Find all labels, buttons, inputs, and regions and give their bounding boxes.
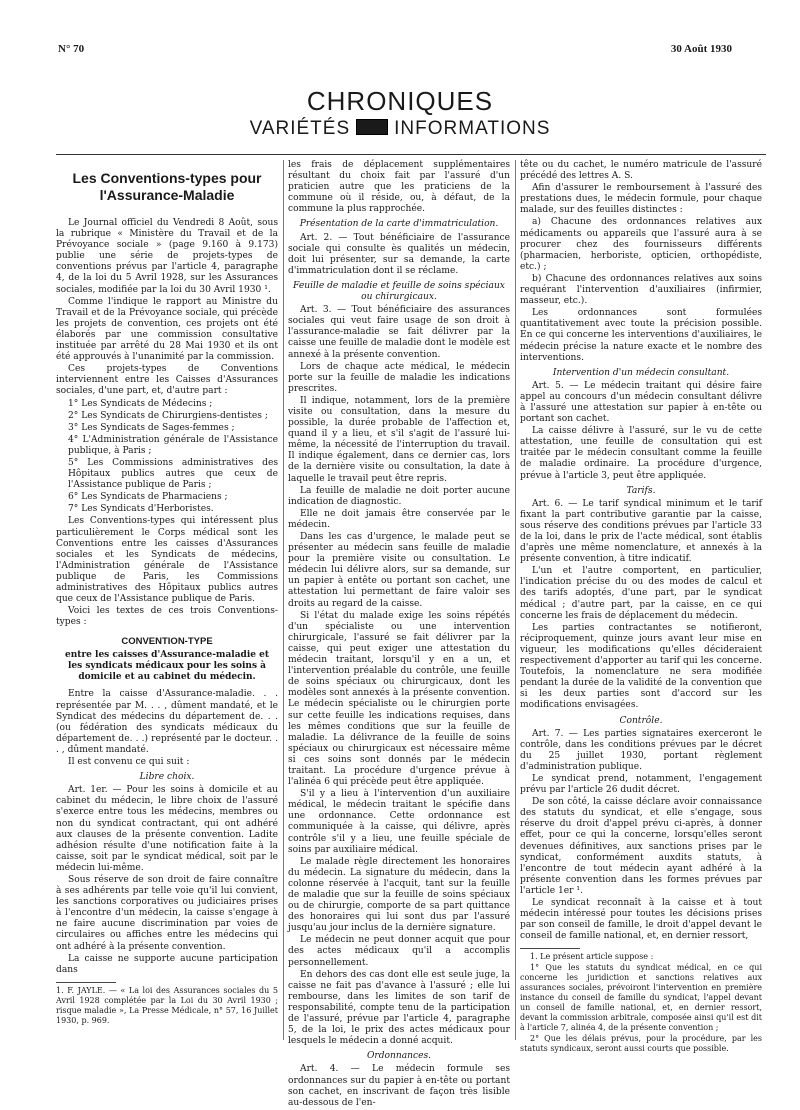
section-heading: Feuille de maladie et feuille de soins spéciaux ou chirurgicaux. bbox=[293, 280, 505, 303]
footnote-line: 1. Le présent article suppose : bbox=[530, 952, 654, 962]
paragraph: Le syndicat prend, notamment, l'engagement prévu par l'article 26 dudit décret. bbox=[520, 773, 762, 796]
list-item: 7° Les Syndicats d'Herboristes. bbox=[68, 504, 214, 515]
masthead-right: INFORMATIONS bbox=[394, 118, 551, 139]
paragraph: La caisse ne supporte aucune participation dans bbox=[56, 953, 278, 975]
paragraph: Ces projets-types de Conventions interviennent entre les Caisses d'Assurances sociales, d'une part, et, d'autre part : bbox=[56, 364, 278, 397]
masthead-subtitle bbox=[0, 118, 800, 140]
paragraph: Art. 4. — Le médecin formule ses ordonnances sur du papier à en-tête ou portant son cachet, en inscrivant de façon très lisible au-dessous de l'en- bbox=[288, 1064, 510, 1108]
footnote-rule bbox=[520, 948, 580, 949]
paragraph: L'un et l'autre comportent, en particulier, l'indication précise du ou des modes de calcul et des tarifs adoptés, d'une part, par le syndicat médical ; d'autre part, par la caisse, en ce qui concerne les frais de déplacement du médecin. bbox=[520, 566, 762, 621]
paragraph: Art. 2. — Tout bénéficiaire de l'assurance sociale qui consulte ès qualités un médecin, doit lui présenter, sur sa demande, la carte d'immatriculation dont il se réclame. bbox=[288, 232, 510, 276]
paragraph: Afin d'assurer le remboursement à l'assuré des prestations dues, le médecin formule, pour chaque malade, sur des feuilles distinctes : bbox=[520, 183, 762, 216]
paragraph: Le médecin ne peut donner acquit que pour des actes médicaux qu'il a accomplis personnellement. bbox=[288, 935, 510, 968]
column-divider bbox=[283, 160, 284, 1040]
list-item: 1° Les Syndicats de Médecins ; bbox=[68, 398, 213, 409]
paragraph: Voici les textes de ces trois Conventions-types : bbox=[56, 606, 278, 628]
section-heading: Intervention d'un médecin consultant. bbox=[552, 367, 730, 378]
ornament-icon bbox=[356, 119, 388, 135]
paragraph: Art. 3. — Tout bénéficiaire des assurances sociales qui veut faire usage de son droit à l'assurance-maladie se fait délivrer par la caisse une feuille de maladie dont le modèle est annexé à la présente convention. bbox=[288, 305, 510, 360]
paragraph: Art. 6. — Le tarif syndical minimum et le tarif fixant la part contributive garantie par la caisse, sous réserve des conditions prévues par l'article 33 de la loi, dans le prix de l'acte médical, sont établis d'après une même nomenclature, et annexés à la présente convention, à titre indicatif. bbox=[520, 498, 762, 565]
paragraph: Art. 7. — Les parties signataires exerceront le contrôle, dans les conditions prévues par le décret du 25 juillet 1930, portant règlement d'administration publique. bbox=[520, 728, 762, 772]
footnote-line: 2° Que les délais prévus, pour la procédure, par les statuts syndicaux, seront aussi courts que possible. bbox=[520, 1034, 762, 1054]
section-heading: Présentation de la carte d'immatriculation. bbox=[299, 219, 499, 230]
paragraph: Art. 1er. — Pour les soins à domicile et au cabinet du médecin, le libre choix de l'assuré s'exerce entre tous les médecins, membres ou non du syndicat contractant, qui ont adhéré aux clauses de la présente convention. Ladite adhésion résulte d'une notification faite à la caisse, soit par le syndicat médical, soit par le médecin lui-même. bbox=[56, 785, 278, 873]
paragraph: Il indique, notamment, lors de la première visite ou consultation, dans la mesure du possible, la durée probable de l'affection et, quand il y a lieu, et s'il s'agit de l'assuré lui-même, la nécessité de l'interruption du travail. Il indique également, dans ce dernier cas, lors de la dernière visite ou consultation, la date à laquelle le travail peut être repris. bbox=[288, 395, 510, 484]
column-1 bbox=[56, 160, 278, 1027]
list-item: 2° Les Syndicats de Chirurgiens-dentistes ; bbox=[68, 410, 268, 421]
convention-subheading: entre les caisses d'Assurance-maladie et les syndicats médicaux pour les soins à domicile et au cabinet du médecin. bbox=[65, 650, 269, 683]
paragraph: Lors de chaque acte médical, le médecin porte sur la feuille de maladie les indications prescrites. bbox=[288, 361, 510, 394]
convention-heading: CONVENTION-TYPE bbox=[121, 636, 213, 648]
paragraph: Le syndicat reconnaît à la caisse et à tout médecin intéressé pour toutes les décisions prises par son conseil de famille, le droit d'appel devant le conseil de famille national, et, en dernier ressort, bbox=[520, 898, 762, 942]
masthead-left: VARIÉTÉS bbox=[249, 118, 351, 139]
footnote-line: 1° Que les statuts du syndicat médical, en ce qui concerne les juridiction et sanctions relatives aux assurances sociales, prévoiront l'intervention en première instance du conseil de famille du syndicat, l'appel devant un conseil de famille national, et, en dernier ressort, devant la commission arbitrale, composée ainsi qu'il est dit à l'article 7, alinéa 4, de la présente convention ; bbox=[520, 963, 762, 1033]
paragraph: S'il y a lieu à l'intervention d'un auxiliaire médical, le médecin traitant le spécifie dans une ordonnance. Cette ordonnance est communiquée à la caisse, qui délivre, après contrôle s'il y a lieu, une feuille spéciale de soins par auxiliaire médical. bbox=[288, 789, 510, 855]
paragraph: Les ordonnances sont formulées quantitativement avec toute la précision possible. En ce qui concerne les interventions d'auxiliaires, le médecin précise la nature exacte et le nombre des interventions. bbox=[520, 308, 762, 363]
list-item: 3° Les Syndicats de Sages-femmes ; bbox=[68, 422, 235, 433]
paragraph: tête ou du cachet, le numéro matricule de l'assuré précédé des lettres A. S. bbox=[520, 160, 762, 182]
paragraph: La feuille de maladie ne doit porter aucune indication de diagnostic. bbox=[288, 485, 510, 507]
section-heading: Libre choix. bbox=[139, 772, 195, 783]
paragraph: b) Chacune des ordonnances relatives aux soins requérant l'intervention d'auxiliaires (infirmier, masseur, etc.). bbox=[520, 273, 762, 307]
paragraph: Dans les cas d'urgence, le malade peut se présenter au médecin sans feuille de maladie pour la première visite ou consultation. Le médecin lui délivre alors, sur sa demande, sur un papier à entête ou portant son cachet, une attestation lui permettant de faire valoir ses droits au regard de la caisse. bbox=[288, 532, 510, 609]
column-2 bbox=[288, 160, 510, 1110]
paragraph: Elle ne doit jamais être conservée par le médecin. bbox=[288, 508, 510, 530]
column-3 bbox=[520, 160, 762, 1055]
paragraph: Le Journal officiel du Vendredi 8 Août, sous la rubrique « Ministère du Travail et de la Prévoyance sociale » (page 9.160 à 9.173) publie une série de projets-types de conventions prévus par l'article 4, paragraphe 4, de la loi du 5 Avril 1928, sur les Assurances sociales, modifiée par la loi du 30 Avril 1930 ¹. bbox=[56, 218, 278, 295]
paragraph: Comme l'indique le rapport au Ministre du Travail et de la Prévoyance sociale, qui précède les projets de convention, ces projets ont été élaborés par une commission consultative instituée par arrêté du 28 Mai 1930 et ils ont été approuvés à l'unanimité par la commission. bbox=[56, 296, 278, 363]
issue-date: 30 Août 1930 bbox=[670, 43, 732, 55]
masthead-title: CHRONIQUES bbox=[306, 86, 494, 116]
list-item: 6° Les Syndicats de Pharmaciens ; bbox=[68, 492, 228, 503]
paragraph: Entre la caisse d'Assurance-maladie. . . représentée par M. . . , dûment mandaté, et le Syndicat des médecins du département de. . . (ou fédération des syndicats médicaux du département de. . .) représenté par le docteur. . . , dûment mandaté. bbox=[56, 689, 278, 755]
paragraph: De son côté, la caisse déclare avoir connaissance des statuts du syndicat, et elle s'engage, sous réserve du droit d'appel prévu ci-après, à donner effet, pour ce qui la concerne, lorsqu'elles seront devenues définitives, aux sanctions prises par le syndicat, conformément auxdits statuts, à l'encontre de tout médecin ayant adhéré à la présente convention dans les formes prévues par l'article 1er ¹. bbox=[520, 797, 762, 896]
masthead-rule bbox=[56, 154, 766, 155]
paragraph: La caisse délivre à l'assuré, sur le vu de cette attestation, une feuille de consultation qui est traitée par le médecin consultant comme la feuille de maladie ordinaire. La procédure d'urgence, prévue à l'article 3, peut être appliquée. bbox=[520, 426, 762, 481]
paragraph: Si l'état du malade exige les soins répétés d'un spécialiste ou une intervention chirurgicale, l'assuré se fait délivrer par la caisse, qui peut exiger une attestation du médecin traitant, lorsqu'il y en a un, et l'intervention préalable du contrôle, une feuille de soins spéciaux ou chirurgicaux, dont les modèles sont annexés à la présente convention. Le médecin spécialiste ou le chirurgien porte sur cette feuille les indications requises, dans les mêmes conditions que sur la feuille de maladie. La délivrance de la feuille de soins spéciaux ou chirurgicaux est nécessaire même si ces soins sont donnés par le médecin traitant. La procédure d'urgence prévue à l'alinéa 6 qui précède peut être appliquée. bbox=[288, 610, 510, 788]
footnote: 1. F. JAYLE. — « La loi des Assurances sociales du 5 Avril 1928 complétée par la Loi du 30 Avril 1930 ; risque maladie », La Presse Médicale, n° 57, 16 Juillet 1930, p. 969. bbox=[56, 985, 278, 1025]
list-item: 4° L'Administration générale de l'Assistance publique, à Paris ; bbox=[68, 434, 278, 456]
paragraph: Les Conventions-types qui intéressent plus particulièrement le Corps médical sont les Conventions entre les caisses d'Assurances sociales et les Syndicats de médecins, l'Administration générale de l'Assistance publique de Paris, les Commissions administratives des Hôpitaux publics autres que ceux de l'Assistance publique de Paris. bbox=[56, 516, 278, 605]
party-list bbox=[56, 399, 278, 516]
section-heading: Ordonnances. bbox=[366, 1051, 432, 1062]
paragraph: a) Chacune des ordonnances relatives aux médicaments ou appareils que l'assuré aura à se procurer chez des fournisseurs différents (pharmacien, herboriste, opticien, orthopédiste, etc.) ; bbox=[520, 217, 762, 272]
column-divider bbox=[515, 160, 516, 1040]
footnote-rule bbox=[56, 982, 116, 983]
paragraph: En dehors des cas dont elle est seule juge, la caisse ne fait pas d'avance à l'assuré ; elle lui rembourse, dans les limites de son tarif de responsabilité, compte tenu de la participation de l'assuré, prévue par l'article 4, paragraphe 5, de la loi, le prix des actes médicaux pour lesquels le médecin a donné acquit. bbox=[288, 969, 510, 1047]
issue-number: N° 70 bbox=[58, 43, 85, 55]
paragraph: Sous réserve de son droit de faire connaître à ses adhérents par telle voie qu'il lui convient, les sanctions corporatives ou judiciaires prises à l'encontre d'un médecin, la caisse s'engage à ne faire aucune discrimination par voies de circulaires ou affiches entre les médecins qui ont adhéré à la présente convention. bbox=[56, 874, 278, 952]
paragraph: Art. 5. — Le médecin traitant qui désire faire appel au concours d'un médecin consultant délivre à l'assuré une attestation sur papier à en-tête ou portant son cachet. bbox=[520, 380, 762, 425]
footnote bbox=[520, 952, 762, 1054]
list-item: 5° Les Commissions administratives des Hôpitaux publics autres que ceux de l'Assistance publique de Paris ; bbox=[68, 457, 278, 491]
article-title: Les Conventions-types pour l'Assurance-Maladie bbox=[72, 170, 262, 203]
paragraph: Les parties contractantes se notifieront, réciproquement, quinze jours avant leur mise en vigueur, les modifications qu'elles décideraient respectivement d'apporter au tarif qui les concerne. Toutefois, la nomenclature ne sera modifiée pendant la durée de la validité de la convention que si les deux parties sont d'accord sur les modifications envisagées. bbox=[520, 622, 762, 711]
paragraph: Le malade règle directement les honoraires du médecin. La signature du médecin, dans la colonne réservée à l'acquit, tant sur la feuille de maladie que sur la feuille de soins spéciaux ou de chirurgie, comporte de sa part quittance des honoraires qui lui sont dus par l'assuré jusqu'au jour inclus de la dernière signature. bbox=[288, 856, 510, 934]
section-heading: Tarifs. bbox=[626, 485, 656, 496]
paragraph: les frais de déplacement supplémentaires résultant du choix fait par l'assuré d'un praticien autre que les praticiens de la commune où il réside, ou, à défaut, de la commune la plus rapprochée. bbox=[288, 160, 510, 215]
paragraph: Il est convenu ce qui suit : bbox=[68, 757, 190, 768]
section-heading: Contrôle. bbox=[619, 715, 663, 726]
